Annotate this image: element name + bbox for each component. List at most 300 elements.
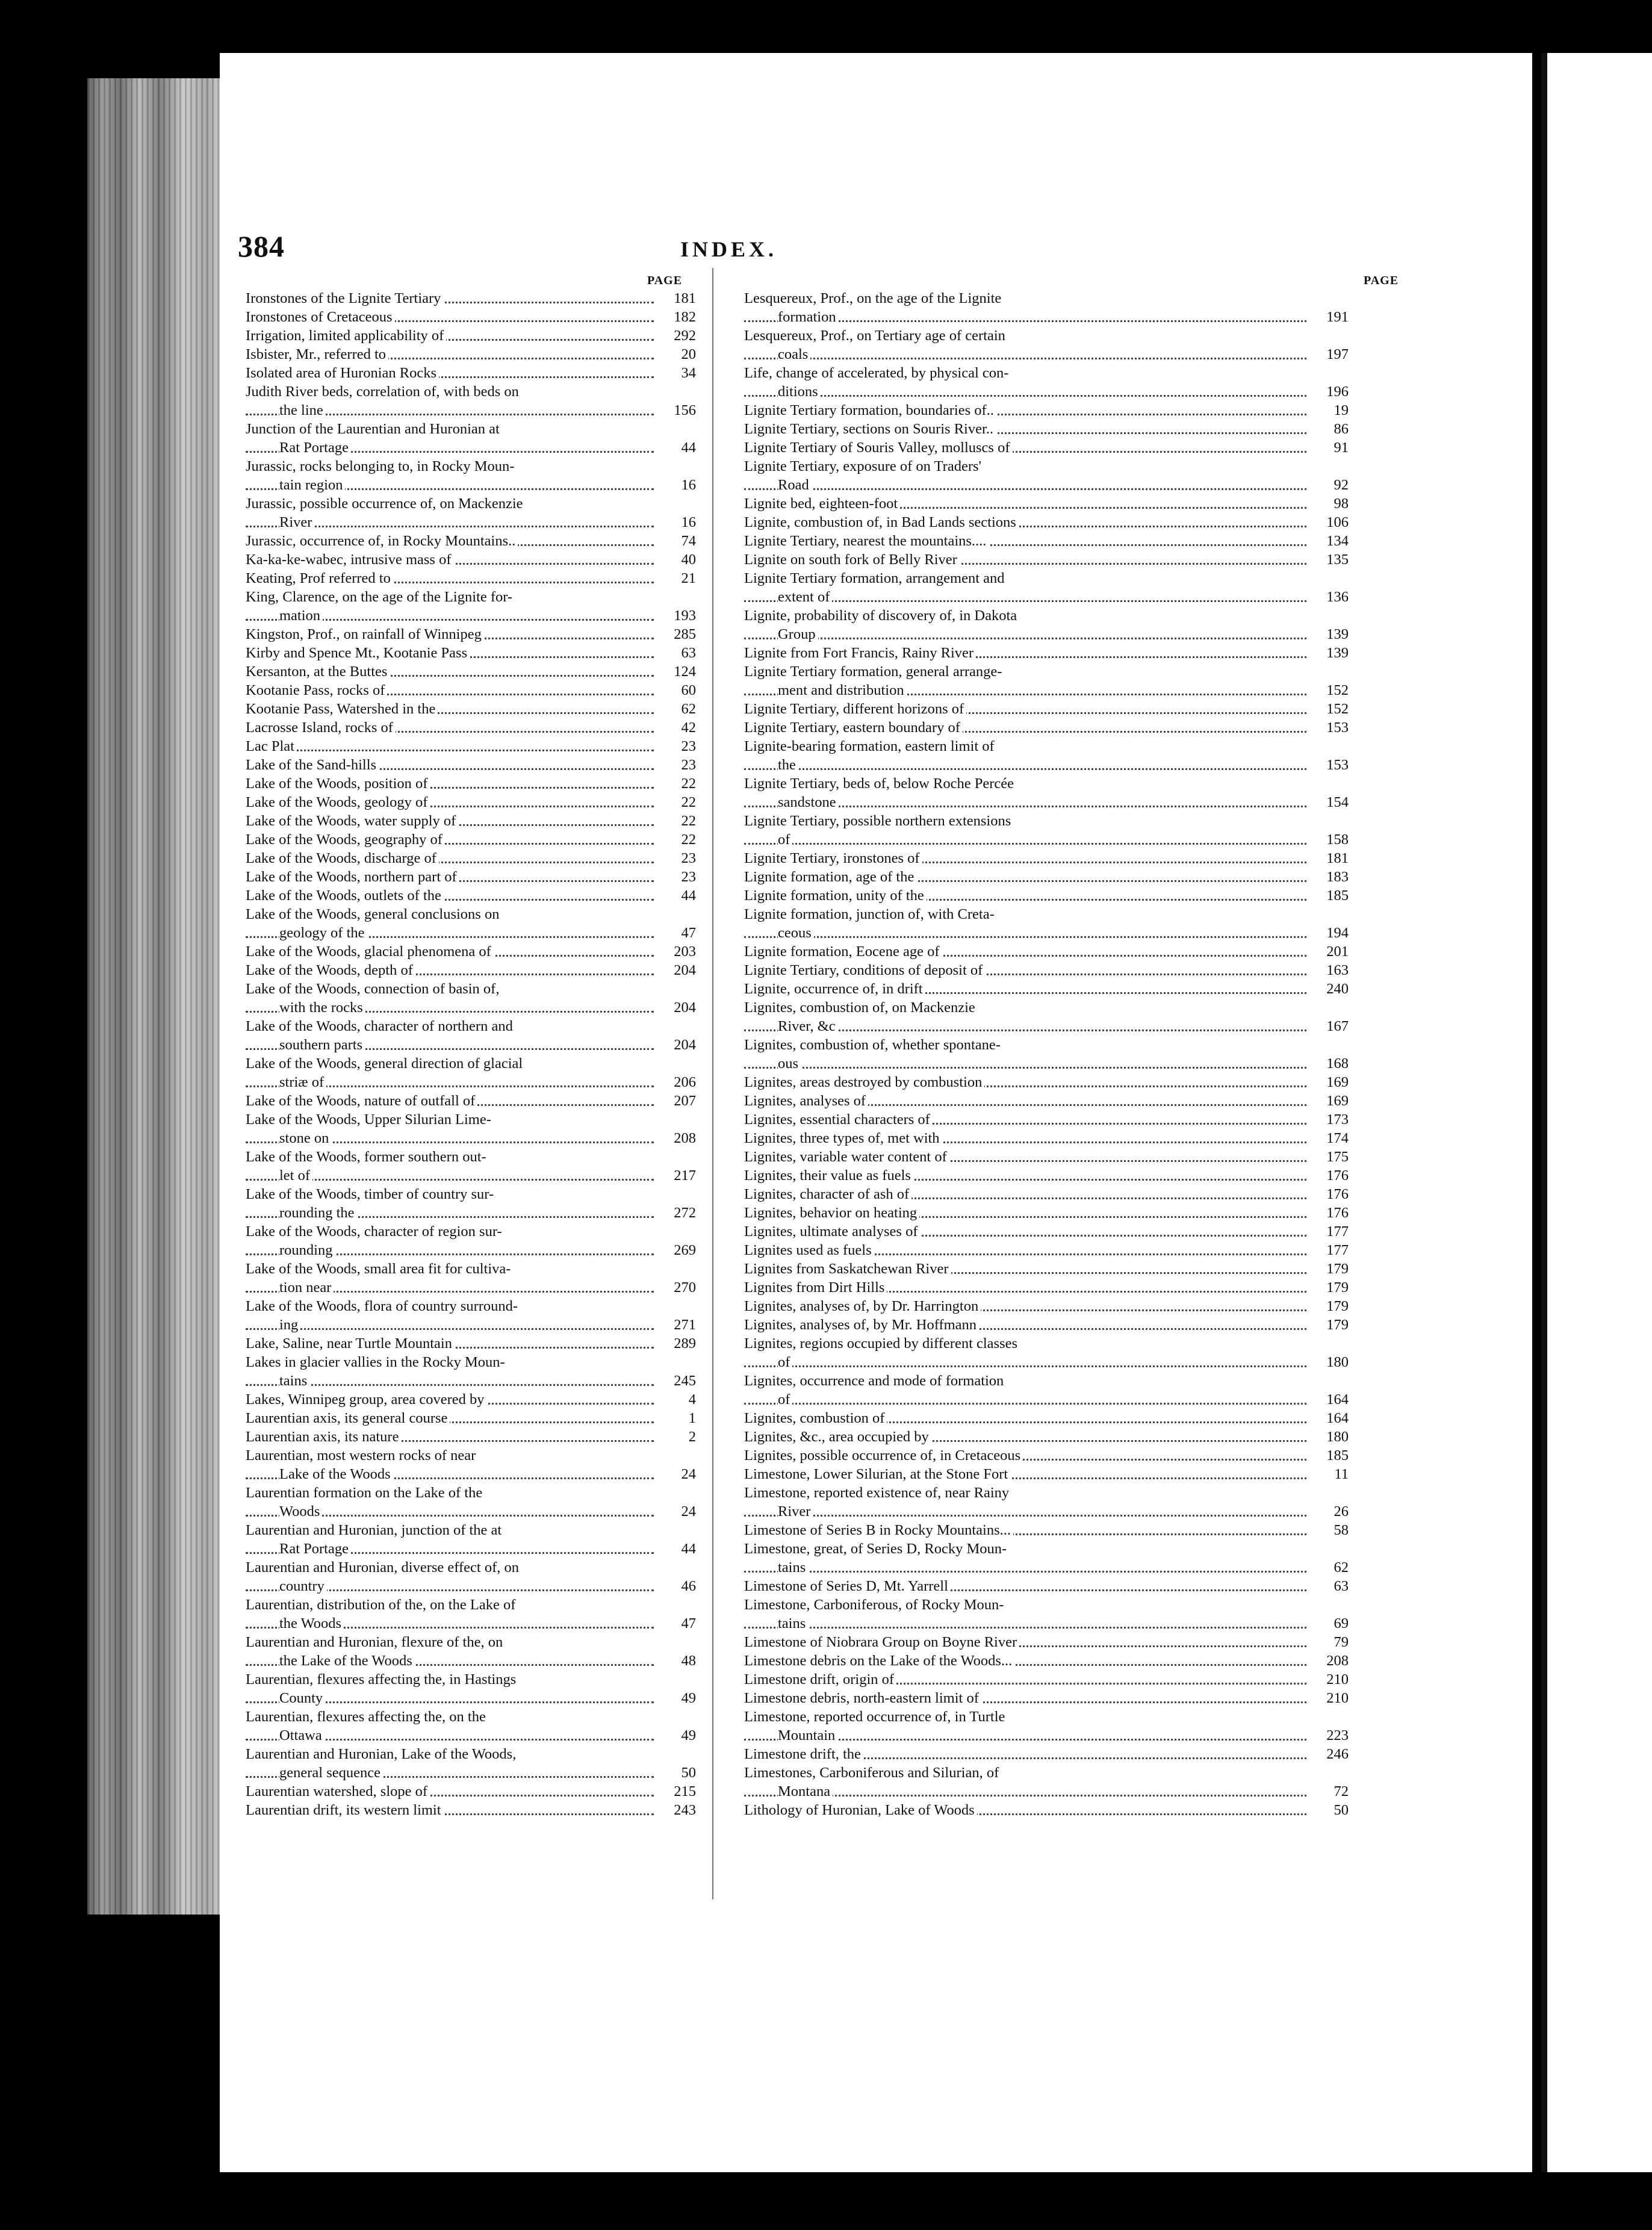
- index-entry-text: Lakes in glacier vallies in the Rocky Moun-: [246, 1353, 508, 1371]
- index-entry-text: Limestones, Carboniferous and Silurian, of: [744, 1763, 1001, 1782]
- index-entry-line: [246, 326, 696, 345]
- index-entry-text: Lignite, combustion of, in Bad Lands sections: [744, 513, 1019, 532]
- index-entry-text: tains: [778, 1558, 808, 1577]
- index-entry-continuation: [246, 1763, 696, 1782]
- index-entry: [246, 737, 696, 756]
- index-entry: [246, 326, 696, 345]
- index-entry: [246, 1670, 696, 1707]
- index-entry-line: [246, 681, 696, 700]
- index-entry-line: [246, 718, 696, 737]
- index-entry-text: ditions: [778, 382, 821, 401]
- index-entry: [744, 1539, 1349, 1577]
- dot-leader: [744, 1558, 1349, 1577]
- index-page-number: 136: [1316, 588, 1349, 606]
- index-entry-text: tains: [279, 1371, 309, 1390]
- index-entry-continuation: [246, 476, 696, 494]
- index-entry-continuation: [744, 1054, 1349, 1073]
- index-entry-text: Limestone drift, origin of: [744, 1670, 896, 1689]
- dot-leader: [744, 1614, 1349, 1633]
- index-entry: [744, 1446, 1349, 1465]
- index-entry: [744, 1204, 1349, 1222]
- page-number: 384: [238, 229, 285, 263]
- index-page-number: 182: [663, 308, 696, 326]
- index-entry: [246, 1782, 696, 1801]
- index-entry-text: Lake of the Woods, northern part of: [246, 868, 459, 886]
- index-entry-text: Laurentian and Huronian, diverse effect of, on: [246, 1558, 521, 1577]
- index-entry-line: [744, 1222, 1349, 1241]
- index-page-number: 135: [1316, 550, 1349, 569]
- index-page-number: 246: [1316, 1745, 1349, 1763]
- index-entry-line: [744, 1670, 1349, 1689]
- index-entry: [744, 1689, 1349, 1707]
- index-page-number: 163: [1316, 961, 1349, 980]
- index-entry-text: Kersanton, at the Buttes: [246, 662, 390, 681]
- index-entry-line: [246, 1633, 696, 1651]
- index-entry-text: Lignites, character of ash of: [744, 1185, 911, 1204]
- index-page-number: 23: [663, 756, 696, 774]
- index-entry-text: southern parts: [279, 1036, 365, 1054]
- index-entry-continuation: [246, 1502, 696, 1521]
- index-entry-text: River, &c: [778, 1017, 838, 1036]
- index-entry-text: Lignite on south fork of Belly River: [744, 550, 960, 569]
- facing-page-sliver: [1547, 53, 1652, 2172]
- index-entry-text: Lignite, occurrence of, in drift: [744, 980, 925, 998]
- index-page-number: 169: [1316, 1092, 1349, 1110]
- index-entry-continuation: [744, 345, 1349, 364]
- index-entry-text: Isolated area of Huronian Rocks: [246, 364, 439, 382]
- index-entry: [246, 625, 696, 644]
- index-entry-continuation: [246, 438, 696, 457]
- dot-leader: [744, 1782, 1349, 1801]
- index-page-number: 173: [1316, 1110, 1349, 1129]
- index-entry-text: Limestone of Series D, Mt. Yarrell: [744, 1577, 951, 1595]
- index-page-number: 208: [663, 1129, 696, 1148]
- index-entry-line: [744, 886, 1349, 905]
- index-entry-text: ing: [279, 1315, 300, 1334]
- index-entry-text: Limestone, Lower Silurian, at the Stone Fort: [744, 1465, 1010, 1483]
- index-page-number: 270: [663, 1278, 696, 1297]
- index-page-number: 44: [663, 1539, 696, 1558]
- index-entry-text: Limestone, reported existence of, near Rainy: [744, 1483, 1011, 1502]
- index-page-number: 22: [663, 793, 696, 812]
- index-entry-line: [744, 569, 1349, 588]
- index-entry-continuation: [246, 1539, 696, 1558]
- index-entry-text: Junction of the Laurentian and Huronian at: [246, 420, 502, 438]
- index-entry-text: geology of the: [279, 924, 367, 942]
- index-page-number: 164: [1316, 1390, 1349, 1409]
- index-entry-continuation: [246, 401, 696, 420]
- index-entry: [744, 998, 1349, 1036]
- index-entry-text: Lignite bed, eighteen-foot: [744, 494, 900, 513]
- index-entry-line: [744, 942, 1349, 961]
- index-page-number: 49: [663, 1689, 696, 1707]
- index-entry: [744, 438, 1349, 457]
- index-page-number: 139: [1316, 644, 1349, 662]
- index-entry-text: Lignites, combustion of: [744, 1409, 887, 1427]
- index-entry-line: [246, 868, 696, 886]
- index-entry: [246, 886, 696, 905]
- index-entry-text: Rat Portage: [279, 438, 351, 457]
- index-entry-line: [744, 1371, 1349, 1390]
- index-entry-text: Group: [778, 625, 818, 644]
- index-entry-text: Limestone, great, of Series D, Rocky Moun-: [744, 1539, 1009, 1558]
- index-entry-line: [246, 830, 696, 849]
- index-entry-text: Ottawa: [279, 1726, 324, 1745]
- index-entry-line: [744, 812, 1349, 830]
- index-entry-line: [744, 662, 1349, 681]
- index-entry-continuation: [744, 1017, 1349, 1036]
- index-entry-line: [246, 289, 696, 308]
- index-page-number: 62: [1316, 1558, 1349, 1577]
- index-entry-text: Limestone drift, the: [744, 1745, 863, 1763]
- index-entry-line: [744, 1633, 1349, 1651]
- index-entry-text: Lesquereux, Prof., on the age of the Lignite: [744, 289, 1004, 308]
- index-entry: [744, 774, 1349, 812]
- index-page-number: 176: [1316, 1204, 1349, 1222]
- index-entry: [246, 289, 696, 308]
- index-entry-line: [246, 1017, 696, 1036]
- index-entry: [246, 942, 696, 961]
- index-entry: [246, 1801, 696, 1819]
- index-entry-line: [246, 1409, 696, 1427]
- index-page-number: 86: [1316, 420, 1349, 438]
- index-entry-text: Lignites used as fuels: [744, 1241, 874, 1259]
- index-entry-line: [744, 1577, 1349, 1595]
- index-entry-continuation: [744, 1390, 1349, 1409]
- index-entry: [246, 1017, 696, 1054]
- index-entry-line: [246, 1670, 696, 1689]
- index-page-number: 179: [1316, 1278, 1349, 1297]
- index-entry-text: Ka-ka-ke-wabec, intrusive mass of: [246, 550, 454, 569]
- index-entry-line: [744, 364, 1349, 382]
- index-entry-text: Lignite Tertiary, eastern boundary of: [744, 718, 963, 737]
- index-entry-text: Limestone of Niobrara Group on Boyne River: [744, 1633, 1019, 1651]
- index-entry: [246, 644, 696, 662]
- index-entry-line: [246, 1185, 696, 1204]
- index-entry-text: Ironstones of Cretaceous: [246, 308, 395, 326]
- index-entry-line: [744, 961, 1349, 980]
- index-page-number: 167: [1316, 1017, 1349, 1036]
- column-divider: [712, 268, 713, 1899]
- index-entry-text: tains: [778, 1614, 808, 1633]
- index-page-number: 179: [1316, 1315, 1349, 1334]
- index-entry-continuation: [246, 1465, 696, 1483]
- index-page-number: 181: [663, 289, 696, 308]
- index-page-number: 168: [1316, 1054, 1349, 1073]
- index-entry-text: Lignites, three types of, met with: [744, 1129, 942, 1148]
- index-entry-line: [744, 718, 1349, 737]
- index-entry: [246, 532, 696, 550]
- index-entry: [246, 345, 696, 364]
- index-entry-text: Lake of the Woods, flora of country surround-: [246, 1297, 520, 1315]
- index-entry-continuation: [744, 1614, 1349, 1633]
- index-entry-line: [744, 1204, 1349, 1222]
- index-entry-text: Lesquereux, Prof., on Tertiary age of certain: [744, 326, 1008, 345]
- index-page-number: 245: [663, 1371, 696, 1390]
- index-entry: [246, 1297, 696, 1334]
- index-entry-line: [246, 1390, 696, 1409]
- index-entry-text: Woods: [279, 1502, 322, 1521]
- index-page-number: 91: [1316, 438, 1349, 457]
- index-entry: [744, 1185, 1349, 1204]
- index-entry: [246, 1595, 696, 1633]
- index-entry: [246, 1259, 696, 1297]
- index-page-number: 124: [663, 662, 696, 681]
- index-entry-continuation: [246, 1129, 696, 1148]
- index-entry-continuation: [246, 1726, 696, 1745]
- index-entry-line: [744, 1297, 1349, 1315]
- index-entry: [744, 1315, 1349, 1334]
- index-entry-text: Laurentian and Huronian, junction of the at: [246, 1521, 504, 1539]
- index-entry-text: Lignite Tertiary of Souris Valley, molluscs of: [744, 438, 1013, 457]
- dot-leader: [744, 345, 1349, 364]
- index-entry-line: [744, 849, 1349, 868]
- index-entry: [744, 569, 1349, 606]
- index-entry-line: [744, 1521, 1349, 1539]
- index-page-number: 176: [1316, 1166, 1349, 1185]
- index-entry-text: coals: [778, 345, 810, 364]
- index-page-number: 176: [1316, 1185, 1349, 1204]
- index-entry: [246, 1110, 696, 1148]
- index-entry-text: Limestone of Series B in Rocky Mountains...: [744, 1521, 1013, 1539]
- index-page-number: 152: [1316, 700, 1349, 718]
- index-page-number: 164: [1316, 1409, 1349, 1427]
- index-page-number: 271: [663, 1315, 696, 1334]
- index-entry-text: stone on: [279, 1129, 331, 1148]
- index-entry-text: Lake of the Woods, glacial phenomena of: [246, 942, 494, 961]
- index-page-number: 44: [663, 438, 696, 457]
- index-entry: [744, 662, 1349, 700]
- index-entry-line: [246, 1558, 696, 1577]
- index-entry-text: sandstone: [778, 793, 839, 812]
- index-entry: [744, 905, 1349, 942]
- index-entry: [246, 308, 696, 326]
- index-entry-line: [744, 737, 1349, 756]
- index-page-number: 197: [1316, 345, 1349, 364]
- index-entry-line: [744, 998, 1349, 1017]
- index-entry-text: Lac Plat: [246, 737, 297, 756]
- index-entry-line: [246, 1745, 696, 1763]
- index-entry-line: [246, 382, 696, 401]
- index-entry-line: [246, 1595, 696, 1614]
- index-entry-line: [744, 1241, 1349, 1259]
- index-entry: [246, 1390, 696, 1409]
- index-entry-text: the: [778, 756, 798, 774]
- index-entry: [744, 718, 1349, 737]
- index-entry-line: [744, 1073, 1349, 1092]
- index-page-number: 22: [663, 830, 696, 849]
- index-page-number: 177: [1316, 1222, 1349, 1241]
- index-entry-line: [744, 1036, 1349, 1054]
- dot-leader: [744, 382, 1349, 401]
- index-page-number: 152: [1316, 681, 1349, 700]
- index-entry-line: [246, 886, 696, 905]
- index-entry-line: [744, 1595, 1349, 1614]
- index-entry-line: [246, 364, 696, 382]
- index-entry-line: [246, 942, 696, 961]
- index-entry: [246, 1745, 696, 1782]
- index-entry-text: King, Clarence, on the age of the Lignite for-: [246, 588, 515, 606]
- index-entry-continuation: [744, 382, 1349, 401]
- index-entry-text: Laurentian and Huronian, Lake of the Woods,: [246, 1745, 518, 1763]
- index-entry: [246, 774, 696, 793]
- index-entry-text: Lake of the Woods, depth of: [246, 961, 415, 980]
- index-entry-line: [744, 905, 1349, 924]
- index-page-number: 21: [663, 569, 696, 588]
- index-entry-continuation: [744, 308, 1349, 326]
- index-entry-text: Judith River beds, correlation of, with beds on: [246, 382, 521, 401]
- index-entry-text: Laurentian axis, its general course: [246, 1409, 450, 1427]
- index-entry-continuation: [246, 1315, 696, 1334]
- index-entry: [744, 1763, 1349, 1801]
- index-page-number: 204: [663, 961, 696, 980]
- index-entry-line: [246, 1483, 696, 1502]
- index-entry: [246, 494, 696, 532]
- index-entry: [744, 457, 1349, 494]
- index-entry-text: Lignites, combustion of, whether spontane-: [744, 1036, 1003, 1054]
- index-entry-text: Lignite Tertiary, different horizons of: [744, 700, 966, 718]
- index-entry-text: Lake of the Woods, geology of: [246, 793, 430, 812]
- index-entry-text: Lignites, areas destroyed by combustion: [744, 1073, 984, 1092]
- index-page-number: 69: [1316, 1614, 1349, 1633]
- index-entry: [744, 1465, 1349, 1483]
- index-entry: [744, 1073, 1349, 1092]
- index-entry-text: Lignites, analyses of: [744, 1092, 868, 1110]
- index-entry-text: Rat Portage: [279, 1539, 351, 1558]
- index-entry-line: [744, 401, 1349, 420]
- index-entry-continuation: [246, 1036, 696, 1054]
- index-entry-text: Lake of the Woods, position of: [246, 774, 430, 793]
- index-page-number: 98: [1316, 494, 1349, 513]
- index-entry-text: Lignite Tertiary, conditions of deposit of: [744, 961, 985, 980]
- index-entry-text: Lignites, ultimate analyses of: [744, 1222, 921, 1241]
- index-entry-text: Lignite Tertiary formation, general arrange-: [744, 662, 1004, 681]
- index-page-number: 47: [663, 1614, 696, 1633]
- index-page-number: 19: [1316, 401, 1349, 420]
- index-page-number: 79: [1316, 1633, 1349, 1651]
- index-entry-line: [246, 662, 696, 681]
- index-entry: [744, 494, 1349, 513]
- index-entry-text: Lignite Tertiary, exposure of on Traders': [744, 457, 984, 476]
- page-column-label-right: PAGE: [1364, 274, 1399, 287]
- index-entry: [246, 1185, 696, 1222]
- index-entry-text: country: [279, 1577, 327, 1595]
- dot-leader: [744, 1390, 1349, 1409]
- index-page-number: 40: [663, 550, 696, 569]
- index-entry-text: County: [279, 1689, 325, 1707]
- index-entry: [744, 1801, 1349, 1819]
- index-entry-line: [246, 793, 696, 812]
- index-entry-continuation: [744, 1782, 1349, 1801]
- index-entry-line: [744, 457, 1349, 476]
- index-entry: [744, 420, 1349, 438]
- index-entry: [744, 886, 1349, 905]
- index-entry-continuation: [744, 476, 1349, 494]
- index-entry-text: Kootanie Pass, rocks of: [246, 681, 387, 700]
- index-entry: [744, 700, 1349, 718]
- index-entry-text: Lacrosse Island, rocks of: [246, 718, 396, 737]
- index-entry: [246, 588, 696, 625]
- index-entry-line: [744, 289, 1349, 308]
- index-entry-line: [744, 1278, 1349, 1297]
- index-page-number: 177: [1316, 1241, 1349, 1259]
- index-entry: [744, 1651, 1349, 1670]
- dot-leader: [744, 625, 1349, 644]
- index-page-number: 154: [1316, 793, 1349, 812]
- index-entry: [744, 364, 1349, 401]
- index-page-number: 179: [1316, 1259, 1349, 1278]
- index-entry-line: [246, 308, 696, 326]
- index-entry-line: [744, 1334, 1349, 1353]
- index-entry-line: [246, 756, 696, 774]
- index-entry-continuation: [744, 1726, 1349, 1745]
- index-page-number: 158: [1316, 830, 1349, 849]
- index-entry-text: Laurentian, flexures affecting the, on the: [246, 1707, 488, 1726]
- index-entry-text: Lignites, possible occurrence of, in Cretaceous: [744, 1446, 1023, 1465]
- index-entry: [744, 1297, 1349, 1315]
- index-entry: [744, 1092, 1349, 1110]
- index-entry-text: extent of: [778, 588, 832, 606]
- index-page-number: 204: [663, 1036, 696, 1054]
- index-entry-continuation: [744, 1353, 1349, 1371]
- index-page-number: 58: [1316, 1521, 1349, 1539]
- index-entry-text: rounding: [279, 1241, 335, 1259]
- index-entry-text: tion near: [279, 1278, 334, 1297]
- index-page-number: 92: [1316, 476, 1349, 494]
- index-entry-text: Lake of the Woods, connection of basin of,: [246, 980, 502, 998]
- index-page-number: 240: [1316, 980, 1349, 998]
- index-page-number: 48: [663, 1651, 696, 1670]
- index-entry: [246, 364, 696, 382]
- index-entry: [246, 849, 696, 868]
- dot-leader: [744, 588, 1349, 606]
- index-entry-line: [744, 1539, 1349, 1558]
- index-entry-line: [744, 1092, 1349, 1110]
- index-entry-line: [246, 569, 696, 588]
- index-entry-text: Jurassic, rocks belonging to, in Rocky Moun-: [246, 457, 517, 476]
- index-entry: [744, 942, 1349, 961]
- index-page-number: 4: [663, 1390, 696, 1409]
- index-entry: [744, 1241, 1349, 1259]
- index-page-number: 63: [663, 644, 696, 662]
- index-page-number: 201: [1316, 942, 1349, 961]
- index-page-number: 23: [663, 868, 696, 886]
- index-entry-continuation: [246, 1278, 696, 1297]
- index-page-number: 26: [1316, 1502, 1349, 1521]
- index-entry-text: Lignites, their value as fuels: [744, 1166, 913, 1185]
- index-entry-text: Lignites, &c., area occupied by: [744, 1427, 931, 1446]
- index-entry-continuation: [744, 756, 1349, 774]
- index-entry-text: Lignite from Fort Francis, Rainy River: [744, 644, 976, 662]
- index-entry-line: [246, 1110, 696, 1129]
- index-entry-text: Laurentian, most western rocks of near: [246, 1446, 478, 1465]
- dot-leader: [246, 1371, 696, 1390]
- dot-leader: [744, 756, 1349, 774]
- index-entry-continuation: [744, 924, 1349, 942]
- index-entry-text: Lake of the Woods, water supply of: [246, 812, 458, 830]
- index-page-number: 74: [663, 532, 696, 550]
- index-page-number: 49: [663, 1726, 696, 1745]
- index-entry-continuation: [744, 588, 1349, 606]
- index-entry: [246, 1521, 696, 1558]
- index-entry-text: striæ of: [279, 1073, 326, 1092]
- index-entry-text: ous: [778, 1054, 801, 1073]
- index-entry: [246, 980, 696, 1017]
- index-entry-continuation: [246, 924, 696, 942]
- index-entry-text: Lignite Tertiary, nearest the mountains....: [744, 532, 989, 550]
- index-entry-text: ceous: [778, 924, 814, 942]
- index-entry-text: Lake of the Woods, nature of outfall of: [246, 1092, 477, 1110]
